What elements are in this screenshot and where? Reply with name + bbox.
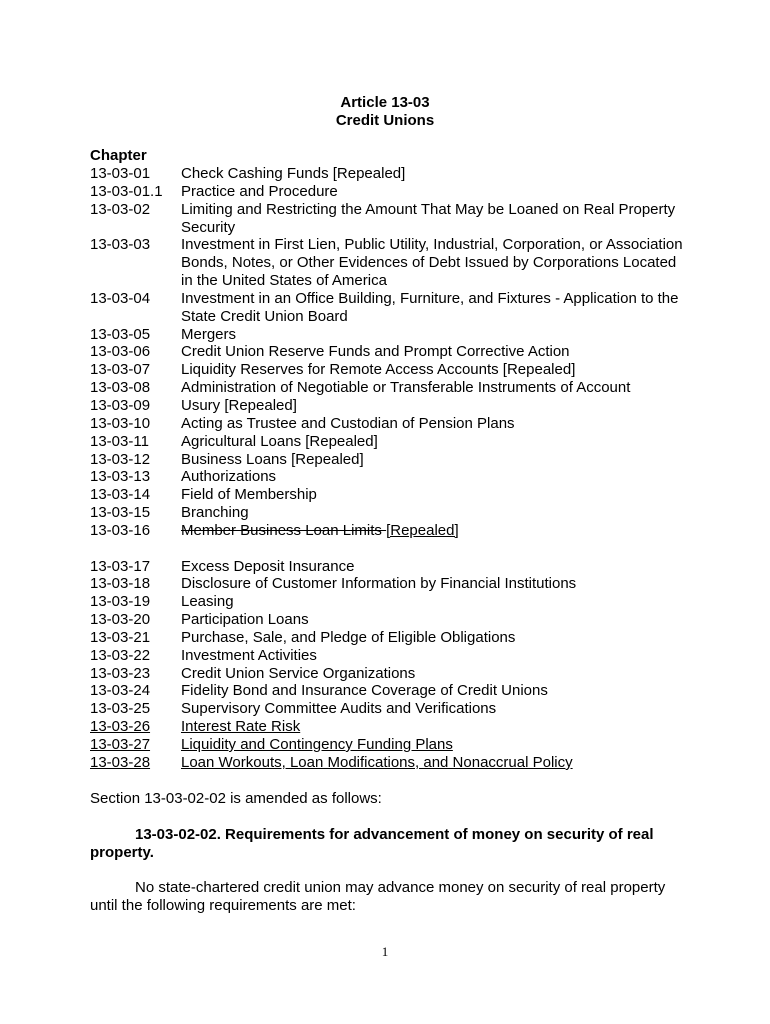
- chapter-number: 13-03-09: [90, 396, 151, 414]
- chapter-row: [90, 486, 690, 504]
- chapter-number: 13-03-13: [90, 468, 151, 486]
- chapter-row: [90, 433, 690, 451]
- chapter-title: Authorizations: [181, 468, 277, 486]
- chapter-row: [90, 236, 690, 290]
- chapter-number: 13-03-19: [90, 593, 151, 611]
- chapter-row: [90, 700, 690, 718]
- chapter-row: [90, 379, 690, 397]
- article-title: Article 13-03: [340, 94, 430, 111]
- chapter-number: 13-03-24: [90, 682, 151, 700]
- chapter-title: Investment Activities: [181, 646, 317, 664]
- amendment-note: Section 13-03-02-02 is amended as follows:: [90, 790, 382, 807]
- chapter-number: 13-03-06: [90, 343, 151, 361]
- chapter-row: [90, 682, 690, 700]
- chapter-number: 13-03-04: [90, 289, 151, 307]
- chapter-row: [90, 326, 690, 344]
- chapter-title: Supervisory Committee Audits and Verifications: [181, 700, 497, 718]
- chapter-title: Investment in an Office Building, Furniture, and Fixtures - Application to the State Credit Union Board: [181, 289, 679, 325]
- chapter-title: Usury [Repealed]: [181, 396, 297, 414]
- chapter-number: 13-03-01: [90, 165, 151, 182]
- chapter-number: 13-03-22: [90, 646, 151, 664]
- chapter-row: [90, 468, 690, 486]
- chapter-row: [90, 522, 690, 540]
- chapter-row: [90, 593, 690, 611]
- chapter-number: 13-03-05: [90, 325, 151, 343]
- page-number: 1: [381, 944, 389, 959]
- chapter-title: Acting as Trustee and Custodian of Pension Plans: [181, 414, 515, 432]
- chapter-row: [90, 290, 690, 326]
- chapter-title: Fidelity Bond and Insurance Coverage of Credit Unions: [181, 682, 548, 700]
- chapter-number: 13-03-03: [90, 236, 151, 254]
- chapter-row: [90, 165, 690, 183]
- chapter-number: 13-03-01.1: [90, 182, 163, 200]
- chapter-row: [90, 361, 690, 379]
- chapter-number: 13-03-25: [90, 700, 151, 718]
- chapter-title: Participation Loans: [181, 611, 309, 629]
- chapter-number: 13-03-12: [90, 450, 151, 468]
- chapter-title: [181, 522, 690, 540]
- chapter-title: Interest Rate Risk: [181, 718, 301, 736]
- chapter-number: 13-03-21: [90, 628, 151, 646]
- chapter-number: 13-03-26: [90, 718, 151, 736]
- section-paragraph: No state-chartered credit union may advance money on security of real property until the following requirements are met:: [90, 879, 666, 914]
- chapter-title: Disclosure of Customer Information by Financial Institutions: [181, 575, 577, 593]
- chapter-row: [90, 415, 690, 433]
- chapter-row: [90, 718, 690, 736]
- chapter-list: [90, 165, 690, 772]
- chapter-title: Mergers: [181, 325, 237, 343]
- chapter-number: 13-03-16: [90, 521, 151, 539]
- chapter-row: [90, 397, 690, 415]
- chapter-title: Loan Workouts, Loan Modifications, and Nonaccrual Policy: [181, 753, 573, 771]
- chapter-title: Practice and Procedure: [181, 182, 338, 200]
- chapter-title: Investment in First Lien, Public Utility, Industrial, Corporation, or Association Bonds, Notes, or Other Evidences of Debt Issued by Corporations Located in the United States of America: [181, 236, 683, 290]
- chapter-title: Branching: [181, 504, 249, 522]
- chapter-number: 13-03-18: [90, 575, 151, 593]
- chapter-title: Administration of Negotiable or Transferable Instruments of Account: [181, 379, 631, 397]
- chapter-number: 13-03-27: [90, 736, 151, 753]
- chapter-row: [90, 629, 690, 647]
- chapter-title: Excess Deposit Insurance: [181, 557, 355, 575]
- chapter-row: [90, 754, 690, 772]
- chapter-heading: Chapter: [90, 147, 147, 164]
- chapter-number: 13-03-02: [90, 200, 151, 218]
- chapter-row: [90, 451, 690, 469]
- chapter-title: Limiting and Restricting the Amount That May be Loaned on Real Property Security: [181, 200, 676, 236]
- chapter-number: 13-03-15: [90, 504, 151, 522]
- article-subtitle: Credit Unions: [335, 112, 435, 129]
- chapter-title: Agricultural Loans [Repealed]: [181, 432, 378, 450]
- chapter-row: [90, 665, 690, 683]
- chapter-row: [90, 504, 690, 522]
- chapter-title: Field of Membership: [181, 486, 317, 504]
- chapter-number: 13-03-28: [90, 753, 151, 771]
- chapter-title: Leasing: [181, 593, 234, 611]
- chapter-title: Liquidity and Contingency Funding Plans: [181, 736, 453, 753]
- chapter-row: [90, 558, 690, 576]
- chapter-number: 13-03-14: [90, 486, 151, 504]
- chapter-number: 13-03-20: [90, 611, 151, 629]
- section-heading: 13-03-02-02. Requirements for advancement of money on security of real property.: [90, 826, 654, 861]
- chapter-row: [90, 611, 690, 629]
- chapter-number: 13-03-11: [90, 432, 149, 450]
- inserted-text: [Repealed]: [386, 521, 459, 539]
- chapter-row: [90, 343, 690, 361]
- chapter-title: Liquidity Reserves for Remote Access Accounts [Repealed]: [181, 361, 576, 379]
- chapter-title: Credit Union Service Organizations: [181, 664, 416, 682]
- chapter-row: [90, 647, 690, 665]
- chapter-title: Purchase, Sale, and Pledge of Eligible Obligations: [181, 628, 516, 646]
- chapter-number: 13-03-08: [90, 379, 151, 397]
- chapter-number: 13-03-23: [90, 664, 151, 682]
- chapter-row: [90, 736, 690, 754]
- chapter-number: 13-03-17: [90, 557, 151, 575]
- chapter-row: [90, 201, 690, 237]
- chapter-title: Check Cashing Funds [Repealed]: [181, 165, 406, 182]
- chapter-title: Business Loans [Repealed]: [181, 450, 364, 468]
- chapter-row: [90, 183, 690, 201]
- struck-text: Member Business Loan Limits: [181, 521, 387, 539]
- chapter-number: 13-03-10: [90, 414, 151, 432]
- chapter-number: 13-03-07: [90, 361, 151, 379]
- chapter-row: [90, 575, 690, 593]
- chapter-title: Credit Union Reserve Funds and Prompt Corrective Action: [181, 343, 570, 361]
